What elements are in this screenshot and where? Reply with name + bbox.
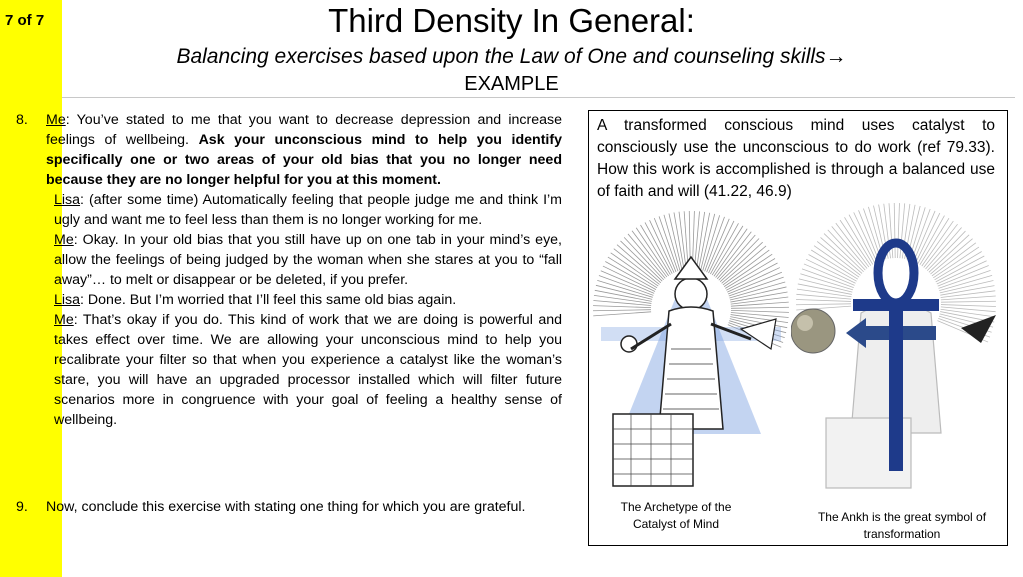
ray-line (941, 301, 996, 302)
ray-line (593, 312, 651, 316)
ray-line (593, 310, 651, 311)
ray-line (731, 310, 789, 312)
speaker-me: Me (54, 312, 74, 328)
ray-line (898, 203, 900, 258)
dialogue-lisa-1 (54, 190, 562, 230)
ray-line (593, 300, 651, 305)
ray-line (593, 306, 651, 308)
speaker-me: Me (46, 112, 66, 128)
speaker-me: Me (54, 232, 74, 248)
ankh-shaft (889, 299, 903, 471)
page-title: Third Density In General: (328, 2, 695, 39)
ray-line (719, 238, 759, 280)
me-line-3: : That’s okay if you do. This kind of work that we are doing is powerful and takes effect over time. We are allowing your unconscious mind to help you recalibrate your filter so that when you experience a catalyst like the woman’s stare, you will have an upgraded processor installed which will filter future scenarios more in congruence with your goal of feeling a healthy sense of wellbeing. (54, 312, 562, 428)
ray-line (796, 306, 851, 310)
dialogue-me-3 (54, 310, 562, 430)
arrow-icon: → (825, 45, 847, 68)
ankh-loop (878, 243, 914, 303)
lisa-line-2: : Done. But I’m worried that I’ll feel this same old bias again. (80, 292, 457, 308)
ray-line (940, 286, 994, 296)
me-line-2: : Okay. In your old bias that you still have up on one tab in your mind’s eye, allow the feelings of being judged by the woman when she stares at you to “fall away”… to melt or disappear or be deleted, if you prefer. (54, 232, 562, 288)
caption-ankh: The Ankh is the great symbol of transformation (817, 510, 987, 541)
ray-line (796, 294, 851, 299)
header-divider (62, 97, 1015, 98)
page-subtitle (0, 44, 1023, 70)
lisa-line-1: : (after some time) Automatically feeling that people judge me and think I’m ugly and want me to feel less than them is no longer working for me. (54, 192, 562, 228)
throne-block (613, 414, 693, 486)
ray-line (941, 307, 996, 312)
archetype-illustration (591, 199, 791, 499)
ray-line (620, 241, 662, 281)
dialogue-lisa-2 (54, 290, 562, 310)
page-number: 7 of 7 (5, 12, 45, 29)
speaker-lisa: Lisa (54, 192, 81, 208)
ray-line (724, 254, 772, 286)
ray-line (941, 305, 996, 307)
ray-line (796, 304, 851, 305)
ray-line (720, 242, 762, 282)
sphere-shape (791, 309, 835, 353)
item-8-instruction: Ask your unconscious mind to help you identify specifically one or two areas of your old bias that you no longer need because they are no longer helpful for you at this moment. (46, 132, 562, 188)
item-8-intro: : You’ve stated to me that you want to decrease depression and increase feelings of wellbeing. (46, 112, 562, 148)
item-9 (16, 497, 562, 517)
dialogue-me-2 (54, 230, 562, 290)
ray-line (694, 211, 699, 269)
example-label: EXAMPLE (464, 73, 559, 95)
ray-line (731, 307, 789, 308)
ray-line (894, 203, 895, 258)
panel-text: A transformed conscious mind uses catalyst to consciously use the unconscious to do work (ref 79.33). How this work is accomplished is through a balanced use of faith and will (41.22, 46.9) (597, 117, 995, 200)
ankh-illustration (791, 193, 1001, 493)
ray-line (636, 228, 668, 276)
item-8 (16, 110, 562, 430)
subtitle-text: Balancing exercises based upon the Law of One and counseling skills (176, 45, 826, 68)
side-panel (588, 110, 1008, 546)
ray-line (717, 235, 755, 279)
caption-archetype: The Archetype of the Catalyst of Mind (620, 500, 732, 531)
item-9-text: Now, conclude this exercise with stating one thing for which you are grateful. (46, 499, 526, 515)
ray-line (796, 300, 851, 302)
ray-line (659, 216, 678, 271)
item-8-intro-paragraph (46, 110, 562, 190)
ray-line (729, 277, 784, 296)
item-9-number: 9. (16, 499, 28, 515)
ray-line (624, 237, 664, 279)
ray-line (731, 312, 789, 317)
ray-line (617, 245, 661, 283)
speaker-lisa: Lisa (54, 292, 81, 308)
item-8-number: 8. (16, 112, 28, 128)
